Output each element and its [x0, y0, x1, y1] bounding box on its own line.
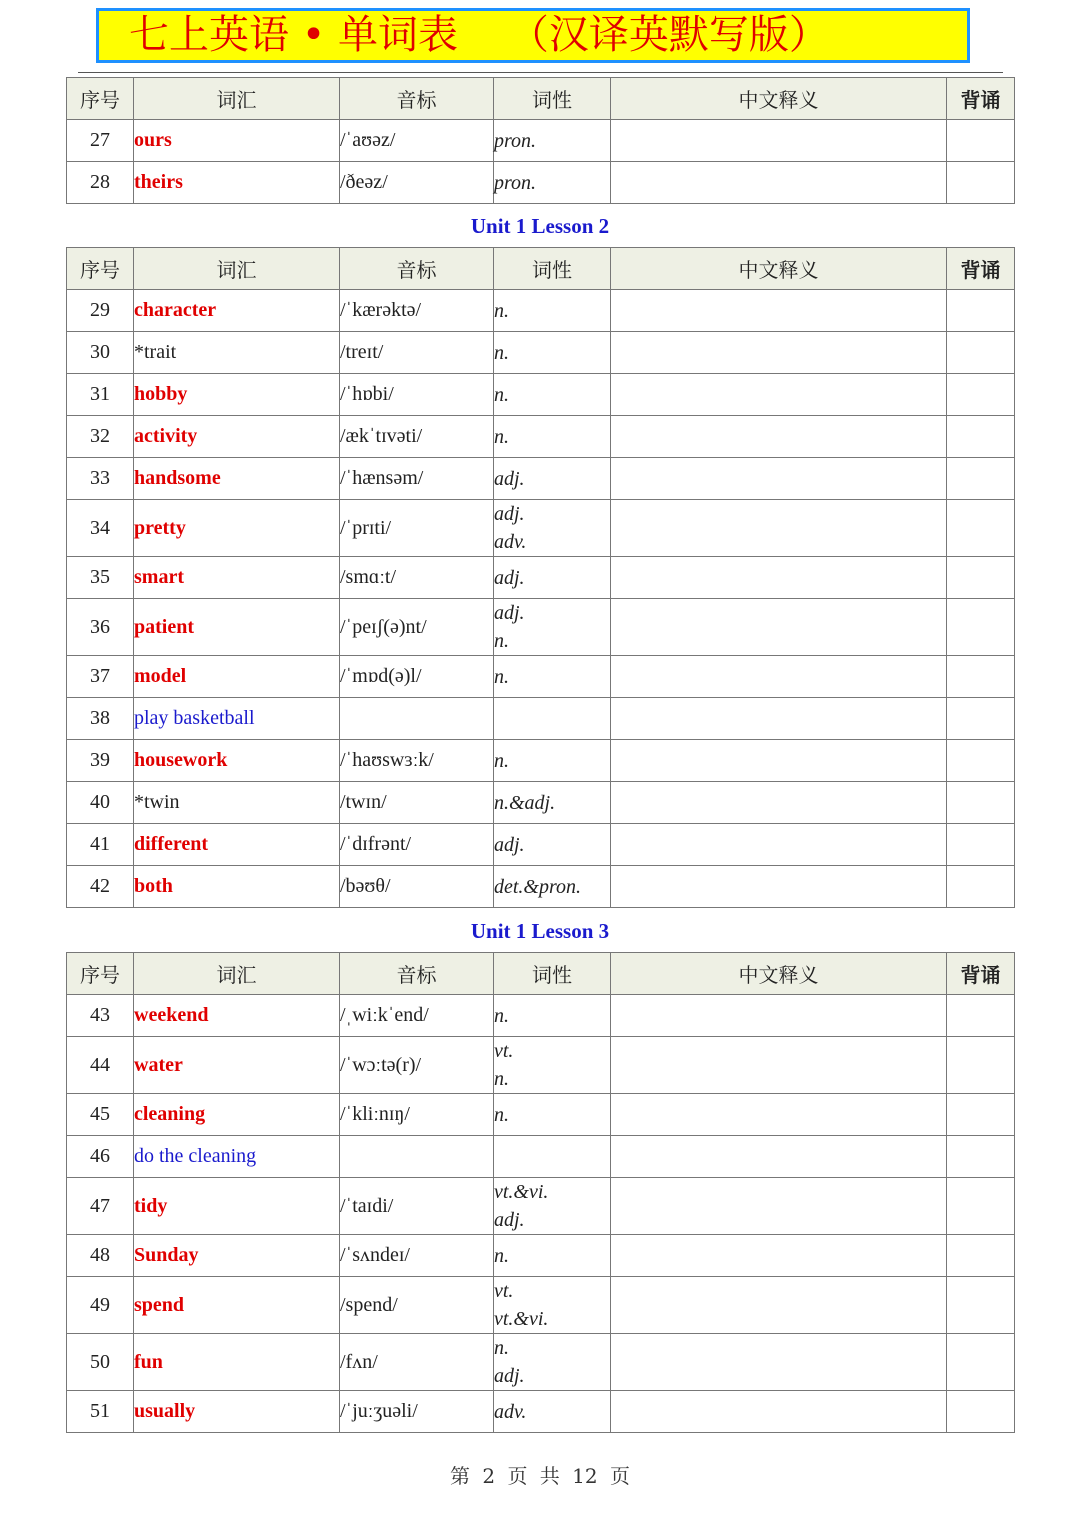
table-row [67, 500, 1015, 557]
chinese-meaning-blank[interactable] [611, 599, 947, 656]
part-of-speech [494, 1391, 611, 1433]
vocab-table-lesson-3 [66, 952, 1015, 1433]
column-header: 中文释义 [611, 248, 947, 290]
part-of-speech-line: n. [494, 299, 509, 322]
recite-check-blank[interactable] [947, 290, 1015, 332]
part-of-speech-line: n. [494, 341, 509, 364]
vocab-word: hobby [134, 374, 340, 416]
recite-check-blank[interactable] [947, 557, 1015, 599]
row-number: 27 [67, 120, 134, 162]
column-header: 词汇 [134, 953, 340, 995]
table-header-row [67, 248, 1015, 290]
column-header: 词性 [494, 953, 611, 995]
row-number: 42 [67, 866, 134, 908]
row-number: 45 [67, 1094, 134, 1136]
vocab-word: do the cleaning [134, 1136, 340, 1178]
part-of-speech-line: n. [494, 425, 509, 448]
table-header-row [67, 78, 1015, 120]
column-header: 音标 [340, 78, 494, 120]
vocab-word: character [134, 290, 340, 332]
recite-check-blank[interactable] [947, 656, 1015, 698]
row-number: 32 [67, 416, 134, 458]
part-of-speech [494, 1094, 611, 1136]
chinese-meaning-blank[interactable] [611, 656, 947, 698]
table-row [67, 824, 1015, 866]
unit-heading-lesson-2: Unit 1 Lesson 2 [470, 214, 610, 238]
part-of-speech [494, 866, 611, 908]
part-of-speech-line: vt.&vi. [494, 1181, 549, 1203]
phonetic-transcription: /fʌn/ [340, 1334, 494, 1391]
part-of-speech-line: n. [494, 1004, 509, 1027]
column-header: 背诵 [947, 78, 1015, 120]
recite-check-blank[interactable] [947, 599, 1015, 656]
part-of-speech [494, 332, 611, 374]
recite-check-blank[interactable] [947, 332, 1015, 374]
table-row [67, 374, 1015, 416]
part-of-speech-line: n.&adj. [494, 791, 556, 814]
table-row [67, 1235, 1015, 1277]
phonetic-transcription: /treɪt/ [340, 332, 494, 374]
vocab-word: handsome [134, 458, 340, 500]
table-row [67, 698, 1015, 740]
part-of-speech-line: pron. [494, 129, 537, 152]
table-row [67, 599, 1015, 656]
recite-check-blank[interactable] [947, 374, 1015, 416]
table-row [67, 162, 1015, 204]
part-of-speech [494, 740, 611, 782]
recite-check-blank[interactable] [947, 1037, 1015, 1094]
part-of-speech-line: vt. [494, 1040, 514, 1062]
row-number: 44 [67, 1037, 134, 1094]
part-of-speech-line: det.&pron. [494, 875, 582, 898]
recite-check-blank[interactable] [947, 416, 1015, 458]
part-of-speech [494, 1235, 611, 1277]
recite-check-blank[interactable] [947, 824, 1015, 866]
column-header: 词性 [494, 78, 611, 120]
table-header-row [67, 953, 1015, 995]
phonetic-transcription: /ˈpeɪʃ(ə)nt/ [340, 599, 494, 656]
chinese-meaning-blank[interactable] [611, 1235, 947, 1277]
row-number: 37 [67, 656, 134, 698]
phonetic-transcription: /ˈkliːnɪŋ/ [340, 1094, 494, 1136]
row-number: 35 [67, 557, 134, 599]
vocab-word: patient [134, 599, 340, 656]
phonetic-transcription: /ˈjuːʒuəli/ [340, 1391, 494, 1433]
vocab-word: Sunday [134, 1235, 340, 1277]
phonetic-transcription: /ˈhænsəm/ [340, 458, 494, 500]
table-row [67, 1277, 1015, 1334]
table-row [67, 782, 1015, 824]
recite-check-blank[interactable] [947, 866, 1015, 908]
table-row [67, 1334, 1015, 1391]
row-number: 29 [67, 290, 134, 332]
part-of-speech [494, 1277, 611, 1334]
row-number: 34 [67, 500, 134, 557]
part-of-speech-line: adj. [494, 503, 525, 525]
recite-check-blank[interactable] [947, 1277, 1015, 1334]
part-of-speech [494, 698, 611, 740]
part-of-speech-line: adj. [494, 602, 525, 624]
chinese-meaning-blank[interactable] [611, 416, 947, 458]
vocab-word: fun [134, 1334, 340, 1391]
part-of-speech-line: adj. [494, 467, 525, 490]
table-row [67, 458, 1015, 500]
column-header: 词汇 [134, 78, 340, 120]
part-of-speech [494, 120, 611, 162]
row-number: 36 [67, 599, 134, 656]
part-of-speech [494, 1136, 611, 1178]
part-of-speech [494, 557, 611, 599]
row-number: 46 [67, 1136, 134, 1178]
table-row [67, 557, 1015, 599]
part-of-speech-line: n. [494, 1103, 509, 1126]
vocab-word: usually [134, 1391, 340, 1433]
phonetic-transcription: /spend/ [340, 1277, 494, 1334]
column-header: 中文释义 [611, 953, 947, 995]
part-of-speech [494, 290, 611, 332]
part-of-speech [494, 782, 611, 824]
chinese-meaning-blank[interactable] [611, 1391, 947, 1433]
column-header: 音标 [340, 953, 494, 995]
column-header: 背诵 [947, 248, 1015, 290]
part-of-speech-line: vt. [494, 1280, 514, 1302]
chinese-meaning-blank[interactable] [611, 1037, 947, 1094]
chinese-meaning-blank[interactable] [611, 500, 947, 557]
row-number: 31 [67, 374, 134, 416]
recite-check-blank[interactable] [947, 1334, 1015, 1391]
phonetic-transcription: /twɪn/ [340, 782, 494, 824]
vocab-word: play basketball [134, 698, 340, 740]
table-row [67, 995, 1015, 1037]
table-row [67, 1391, 1015, 1433]
chinese-meaning-blank[interactable] [611, 290, 947, 332]
row-number: 51 [67, 1391, 134, 1433]
chinese-meaning-blank[interactable] [611, 698, 947, 740]
phonetic-transcription: /ˈtaɪdi/ [340, 1178, 494, 1235]
phonetic-transcription: /ˈkærəktə/ [340, 290, 494, 332]
phonetic-transcription [340, 698, 494, 740]
vocab-word: housework [134, 740, 340, 782]
recite-check-blank[interactable] [947, 162, 1015, 204]
part-of-speech-line: adv. [494, 531, 527, 553]
phonetic-transcription: /ˌwiːkˈend/ [340, 995, 494, 1037]
recite-check-blank[interactable] [947, 1178, 1015, 1235]
part-of-speech-line: adv. [494, 1400, 527, 1423]
row-number: 43 [67, 995, 134, 1037]
vocab-word: pretty [134, 500, 340, 557]
column-header: 序号 [67, 248, 134, 290]
chinese-meaning-blank[interactable] [611, 782, 947, 824]
vocab-table-lesson-2 [66, 247, 1015, 908]
vocab-word: model [134, 656, 340, 698]
chinese-meaning-blank[interactable] [611, 1136, 947, 1178]
column-header: 序号 [67, 78, 134, 120]
recite-check-blank[interactable] [947, 698, 1015, 740]
chinese-meaning-blank[interactable] [611, 1277, 947, 1334]
chinese-meaning-blank[interactable] [611, 866, 947, 908]
table-row [67, 866, 1015, 908]
vocab-table-section-1 [66, 77, 1015, 204]
part-of-speech-line: adj. [494, 833, 525, 856]
column-header: 音标 [340, 248, 494, 290]
table-row [67, 120, 1015, 162]
part-of-speech-line: adj. [494, 566, 525, 589]
part-of-speech-line: adj. [494, 1365, 525, 1387]
table-row [67, 1037, 1015, 1094]
part-of-speech [494, 374, 611, 416]
table-row [67, 1094, 1015, 1136]
page-footer: 第 2 页 共 12 页 [450, 1464, 630, 1488]
phonetic-transcription: /ˈprɪti/ [340, 500, 494, 557]
row-number: 41 [67, 824, 134, 866]
recite-check-blank[interactable] [947, 1136, 1015, 1178]
table-row [67, 740, 1015, 782]
table-row [67, 290, 1015, 332]
part-of-speech [494, 1178, 611, 1235]
phonetic-transcription [340, 1136, 494, 1178]
chinese-meaning-blank[interactable] [611, 824, 947, 866]
chinese-meaning-blank[interactable] [611, 1094, 947, 1136]
part-of-speech-line: n. [494, 630, 509, 652]
row-number: 47 [67, 1178, 134, 1235]
phonetic-transcription: /ˈhaʊswɜːk/ [340, 740, 494, 782]
chinese-meaning-blank[interactable] [611, 1334, 947, 1391]
row-number: 33 [67, 458, 134, 500]
part-of-speech [494, 995, 611, 1037]
row-number: 30 [67, 332, 134, 374]
part-of-speech [494, 1037, 611, 1094]
part-of-speech [494, 458, 611, 500]
recite-check-blank[interactable] [947, 782, 1015, 824]
recite-check-blank[interactable] [947, 995, 1015, 1037]
phonetic-transcription: /bəʊθ/ [340, 866, 494, 908]
recite-check-blank[interactable] [947, 1235, 1015, 1277]
phonetic-transcription: /ˈsʌndeɪ/ [340, 1235, 494, 1277]
chinese-meaning-blank[interactable] [611, 332, 947, 374]
vocab-word: *trait [134, 332, 340, 374]
phonetic-transcription: /ˈmɒd(ə)l/ [340, 656, 494, 698]
table-row [67, 332, 1015, 374]
vocab-word: theirs [134, 162, 340, 204]
row-number: 48 [67, 1235, 134, 1277]
part-of-speech [494, 599, 611, 656]
part-of-speech [494, 824, 611, 866]
part-of-speech [494, 1334, 611, 1391]
recite-check-blank[interactable] [947, 1094, 1015, 1136]
vocab-word: water [134, 1037, 340, 1094]
phonetic-transcription: /ðeəz/ [340, 162, 494, 204]
vocab-word: spend [134, 1277, 340, 1334]
column-header: 词性 [494, 248, 611, 290]
recite-check-blank[interactable] [947, 458, 1015, 500]
part-of-speech [494, 500, 611, 557]
vocab-word: activity [134, 416, 340, 458]
document-title-banner: 七上英语 • 单词表 （汉译英默写版） [96, 8, 970, 63]
vocab-word: weekend [134, 995, 340, 1037]
vocab-word: tidy [134, 1178, 340, 1235]
part-of-speech-line: n. [494, 665, 509, 688]
row-number: 38 [67, 698, 134, 740]
chinese-meaning-blank[interactable] [611, 458, 947, 500]
part-of-speech-line: adj. [494, 1209, 525, 1231]
vocab-word: cleaning [134, 1094, 340, 1136]
table-row [67, 1178, 1015, 1235]
row-number: 28 [67, 162, 134, 204]
chinese-meaning-blank[interactable] [611, 162, 947, 204]
part-of-speech [494, 162, 611, 204]
chinese-meaning-blank[interactable] [611, 374, 947, 416]
part-of-speech-line: vt.&vi. [494, 1308, 549, 1330]
vocab-word: ours [134, 120, 340, 162]
header-rule [78, 72, 1003, 73]
recite-check-blank[interactable] [947, 120, 1015, 162]
vocab-word: smart [134, 557, 340, 599]
column-header: 背诵 [947, 953, 1015, 995]
recite-check-blank[interactable] [947, 740, 1015, 782]
table-row [67, 1136, 1015, 1178]
vocab-word: both [134, 866, 340, 908]
part-of-speech-line: n. [494, 749, 509, 772]
table-row [67, 656, 1015, 698]
chinese-meaning-blank[interactable] [611, 1178, 947, 1235]
chinese-meaning-blank[interactable] [611, 740, 947, 782]
part-of-speech-line: n. [494, 1337, 509, 1359]
column-header: 序号 [67, 953, 134, 995]
column-header: 中文释义 [611, 78, 947, 120]
row-number: 50 [67, 1334, 134, 1391]
recite-check-blank[interactable] [947, 1391, 1015, 1433]
part-of-speech [494, 656, 611, 698]
part-of-speech [494, 416, 611, 458]
row-number: 49 [67, 1277, 134, 1334]
chinese-meaning-blank[interactable] [611, 995, 947, 1037]
unit-heading-lesson-3: Unit 1 Lesson 3 [470, 919, 610, 943]
chinese-meaning-blank[interactable] [611, 120, 947, 162]
row-number: 40 [67, 782, 134, 824]
column-header: 词汇 [134, 248, 340, 290]
row-number: 39 [67, 740, 134, 782]
phonetic-transcription: /ˈwɔːtə(r)/ [340, 1037, 494, 1094]
vocab-word: different [134, 824, 340, 866]
phonetic-transcription: /ˈhɒbi/ [340, 374, 494, 416]
phonetic-transcription: /ˈaʊəz/ [340, 120, 494, 162]
recite-check-blank[interactable] [947, 500, 1015, 557]
part-of-speech-line: n. [494, 383, 509, 406]
phonetic-transcription: /ækˈtɪvəti/ [340, 416, 494, 458]
table-row [67, 416, 1015, 458]
phonetic-transcription: /ˈdɪfrənt/ [340, 824, 494, 866]
vocab-word: *twin [134, 782, 340, 824]
part-of-speech-line: n. [494, 1244, 509, 1267]
part-of-speech-line: n. [494, 1068, 509, 1090]
chinese-meaning-blank[interactable] [611, 557, 947, 599]
part-of-speech-line: pron. [494, 171, 537, 194]
phonetic-transcription: /smɑːt/ [340, 557, 494, 599]
